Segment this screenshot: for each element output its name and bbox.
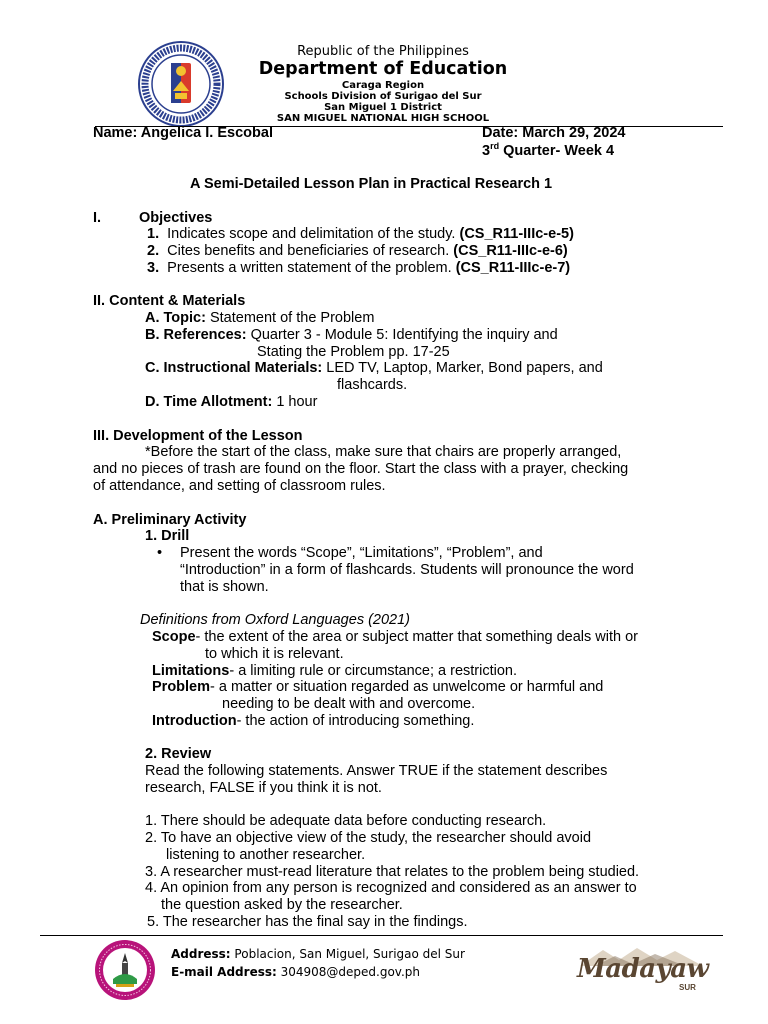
- review-statement: 1. There should be adequate data before conducting research.: [145, 813, 547, 829]
- content-heading: II. Content & Materials: [93, 293, 246, 309]
- quarter-week: [482, 143, 614, 160]
- review-statement: 4. An opinion from any person is recognized and considered as an answer to: [145, 880, 637, 896]
- topic-line: [145, 310, 374, 327]
- review-heading: 2. Review: [145, 746, 212, 762]
- drill-text: Present the words “Scope”, “Limitations”, “Problem”, and: [180, 545, 543, 561]
- definitions-source: Definitions from Oxford Languages (2021): [140, 612, 411, 628]
- materials-label: C. Instructional Materials:: [145, 360, 323, 376]
- quarter-number: 3: [482, 143, 491, 159]
- deped-seal-logo: [138, 41, 224, 127]
- definition-text: - a matter or situation regarded as unwelcome or harmful and: [210, 679, 604, 695]
- republic-line: Republic of the Philippines: [297, 44, 469, 59]
- definition-problem: [152, 679, 603, 696]
- definition-text: - a limiting rule or circumstance; a restriction.: [229, 663, 518, 679]
- drill-text: “Introduction” in a form of flashcards. Students will pronounce the word: [180, 562, 634, 578]
- footer-divider: [40, 935, 723, 936]
- definition-term: Scope: [152, 629, 196, 645]
- quarter-rest: Quarter- Week 4: [499, 143, 615, 159]
- development-text: *Before the start of the class, make sure that chairs are properly arranged,: [145, 444, 622, 460]
- materials-line-2: flashcards.: [337, 377, 408, 393]
- review-statement: 2. To have an objective view of the study, the researcher should avoid: [145, 830, 592, 846]
- materials-value: LED TV, Laptop, Marker, Bond papers, and: [322, 360, 603, 376]
- email-label: E-mail Address:: [171, 965, 277, 979]
- definition-text: needing to be dealt with and overcome.: [222, 696, 476, 712]
- review-instructions: research, FALSE if you think it is not.: [145, 780, 382, 796]
- materials-line: [145, 360, 603, 377]
- objective-item: [147, 243, 568, 260]
- objective-text: Presents a written statement of the problem.: [167, 260, 456, 276]
- time-value: 1 hour: [272, 394, 318, 410]
- objective-item: [147, 226, 574, 243]
- definition-scope: [152, 629, 638, 646]
- division-line: Schools Division of Surigao del Sur: [284, 91, 482, 102]
- department-title: Department of Education: [258, 59, 508, 79]
- review-statement: the question asked by the researcher.: [161, 897, 403, 913]
- address-label: Address:: [171, 947, 231, 961]
- definition-term: Limitations: [152, 663, 230, 679]
- review-statement: 5. The researcher has the final say in the findings.: [147, 914, 468, 930]
- school-line: SAN MIGUEL NATIONAL HIGH SCHOOL: [276, 113, 490, 124]
- definition-introduction: [152, 713, 474, 730]
- objective-number: 1.: [147, 226, 160, 242]
- region-line: Caraga Region: [341, 80, 425, 91]
- madayaw-logo: [575, 946, 710, 996]
- topic-label: A. Topic:: [145, 310, 206, 326]
- definition-limitations: [152, 663, 517, 680]
- definition-text: to which it is relevant.: [205, 646, 344, 662]
- references-label: B. References:: [145, 327, 247, 343]
- references-line-2: Stating the Problem pp. 17-25: [257, 344, 450, 360]
- time-label: D. Time Allotment:: [145, 394, 273, 410]
- review-instructions: Read the following statements. Answer TRUE if the statement describes: [145, 763, 608, 779]
- madayaw-wordmark: Madayaw: [577, 954, 709, 984]
- references-line: [145, 327, 558, 344]
- lesson-date: Date: March 29, 2024: [482, 125, 626, 141]
- development-text: and no pieces of trash are found on the floor. Start the class with a prayer, checking: [93, 461, 629, 477]
- review-statement: listening to another researcher.: [166, 847, 366, 863]
- objective-item: [147, 260, 570, 277]
- objective-code: (CS_R11-IIIc-e-7): [455, 260, 571, 276]
- objective-number: 2.: [147, 243, 160, 259]
- preliminary-heading: A. Preliminary Activity: [93, 512, 247, 528]
- bullet-icon: •: [157, 545, 163, 561]
- objective-number: 3.: [147, 260, 160, 276]
- objectives-numeral: I.: [93, 210, 102, 226]
- objective-code: (CS_R11-IIIc-e-6): [453, 243, 568, 259]
- lesson-plan-title: A Semi-Detailed Lesson Plan in Practical Research 1: [190, 176, 553, 192]
- madayaw-sub: SUR: [679, 983, 696, 992]
- definition-term: Introduction: [152, 713, 237, 729]
- email-value: 304908@deped.gov.ph: [276, 965, 421, 979]
- district-line: San Miguel 1 District: [324, 102, 442, 113]
- drill-heading: 1. Drill: [145, 528, 190, 544]
- address-value: Poblacion, San Miguel, Surigao del Sur: [230, 947, 465, 961]
- objectives-heading: Objectives: [139, 210, 213, 226]
- definition-text: - the action of introducing something.: [236, 713, 475, 729]
- topic-value: Statement of the Problem: [205, 310, 375, 326]
- objective-code: (CS_R11-IIIc-e-5): [459, 226, 574, 242]
- footer-address: [171, 947, 465, 962]
- objective-text: Indicates scope and delimitation of the study.: [167, 226, 460, 242]
- definition-text: - the extent of the area or subject matter that something deals with or: [195, 629, 638, 645]
- development-heading: III. Development of the Lesson: [93, 428, 303, 444]
- quarter-suffix: rd: [490, 141, 500, 152]
- time-line: [145, 394, 317, 411]
- teacher-name: Name: Angelica I. Escobal: [93, 125, 273, 141]
- review-statement: 3. A researcher must-read literature that relates to the problem being studied.: [145, 864, 640, 880]
- drill-text: that is shown.: [180, 579, 269, 595]
- objective-text: Cites benefits and beneficiaries of research.: [167, 243, 454, 259]
- development-text: of attendance, and setting of classroom rules.: [93, 478, 386, 494]
- footer-email: [171, 965, 420, 980]
- references-value: Quarter 3 - Module 5: Identifying the inquiry and: [246, 327, 558, 343]
- school-seal-logo: [94, 939, 156, 1001]
- definition-term: Problem: [152, 679, 211, 695]
